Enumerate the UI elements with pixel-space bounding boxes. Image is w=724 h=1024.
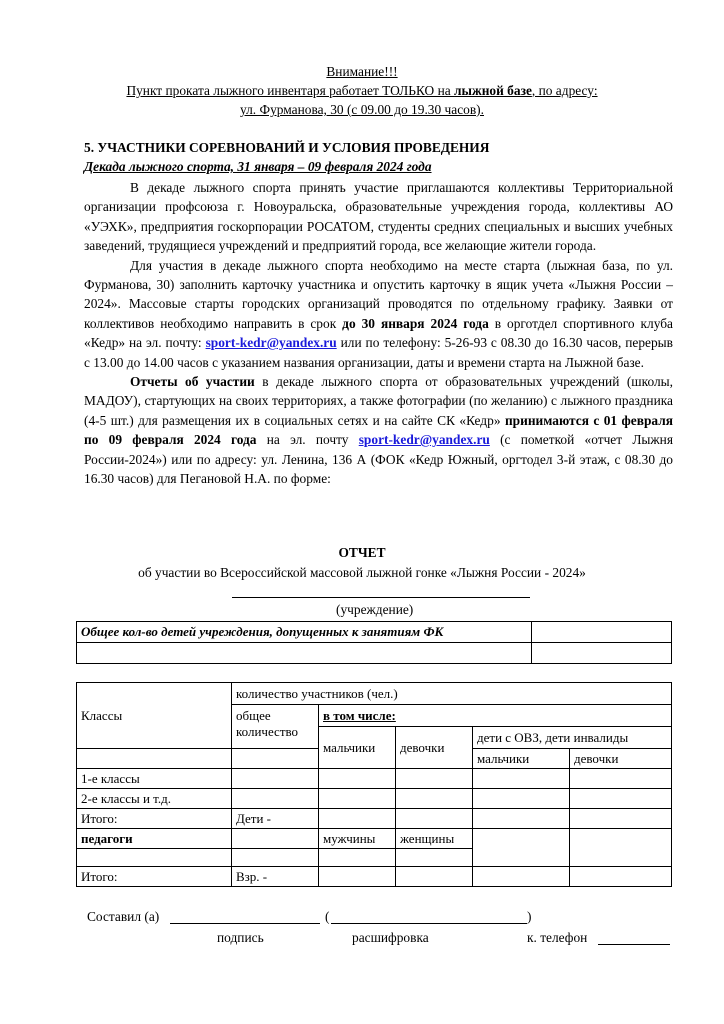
paragraph-2-a: Для участия в декаде лыжного спорта необходимо на месте старта (лыжная база, по ул. Фурманова, 30) заполнить карточку участника и опустить карточку в ящик учета «Лыжня России – 2024». Массовые старты городских организаций проводятся по отдельному графику. Заявки от коллективов необходимо направить в срок	[84, 257, 673, 331]
signature-line[interactable]	[170, 923, 320, 924]
cell[interactable]	[396, 809, 473, 829]
cell[interactable]	[396, 769, 473, 789]
row-label-3: Итого:	[77, 809, 232, 829]
email-link[interactable]: sport-kedr@yandex.ru	[205, 335, 337, 351]
cell[interactable]	[473, 867, 570, 887]
disabled-boys-header: мальчики	[473, 749, 570, 769]
cell[interactable]	[232, 789, 319, 809]
sign-label: подпись	[217, 930, 264, 945]
blank	[570, 849, 672, 867]
children-total-label: Дети -	[232, 809, 319, 829]
paragraph-2-d: или по телефону: 5-26-93 с 08.30 до 16.30 часов, перерыв с 13.00 до 14.00 часов с указанием названия организации, даты и времени старта на Лыжной базе.	[84, 335, 673, 370]
adults-total-label: Взр. -	[232, 867, 319, 887]
children-count-table	[76, 621, 672, 664]
blank	[570, 829, 672, 849]
phone-label: к. телефон	[527, 930, 588, 945]
notice-line-1-a: Пункт проката лыжного инвентаря работает ТОЛЬКО на	[126, 83, 455, 98]
report-title: ОТЧЕТ	[338, 545, 386, 560]
deadline: до 30 января 2024 года	[342, 315, 489, 331]
paragraph-3-a: Отчеты об участии	[130, 374, 255, 390]
report-subtitle: об участии во Всероссийской массовой лыжной гонке «Лыжня России - 2024»	[138, 565, 586, 580]
cell[interactable]	[319, 789, 396, 809]
children-count-cell[interactable]	[532, 622, 672, 643]
disabled-girls-header: девочки	[570, 749, 672, 769]
cell[interactable]	[396, 789, 473, 809]
row-label-total: Итого:	[77, 867, 232, 887]
notice-line-2: ул. Фурманова, 30 (с 09.00 до 19.30 часов).	[240, 102, 484, 117]
boys-header: мальчики	[319, 727, 396, 769]
girls-header: девочки	[396, 727, 473, 769]
institution-label: (учреждение)	[336, 602, 414, 617]
cell[interactable]	[319, 849, 396, 867]
email-link-2[interactable]: sport-kedr@yandex.ru	[358, 432, 490, 448]
paragraph-1: В декаде лыжного спорта принять участие приглашаются коллективы Территориальной организации профсоюза г. Новоуральска, образовательные учреждения города, коллективы АО «УЭХК», предприятия госкорпорации РОСАТОМ, студенты средних специальных и высших учебных заведений, трудящиеся учреждений и предприятий города, все желающие жители города.	[84, 180, 673, 254]
paragraph-3-d: на эл. почту	[256, 432, 359, 448]
cell[interactable]	[396, 849, 473, 867]
institution-line	[232, 597, 530, 598]
men-header: мужчины	[319, 829, 396, 849]
paragraph-3	[84, 372, 673, 488]
cell[interactable]	[232, 829, 319, 849]
compiled-by-label: Составил (а)	[87, 909, 160, 924]
decode-label: расшифровка	[352, 930, 429, 945]
cell[interactable]	[232, 769, 319, 789]
total-header-cont	[232, 749, 319, 769]
paragraph-3-b: в декаде лыжного спорта от образовательных учреждений (школы, МАДОУ), стартующих на своих территориях, а также фотографии (по желанию) с лыжного праздника (4-5 шт.) для размещения их в социальных сетях и на сайте СК «Кедр»	[84, 374, 673, 428]
row-label-2: 2-е классы и т.д.	[77, 789, 232, 809]
count-header: количество участников (чел.)	[232, 683, 672, 705]
cell[interactable]	[77, 849, 232, 867]
cell[interactable]	[570, 809, 672, 829]
cell[interactable]	[319, 769, 396, 789]
cell[interactable]	[232, 849, 319, 867]
classes-header: Классы	[77, 683, 232, 749]
body-text	[84, 178, 673, 489]
disabled-header: дети с ОВЗ, дети инвалиды	[473, 727, 672, 749]
including-header: в том числе:	[319, 705, 672, 727]
paragraph-2-c: в орготдел спортивного клуба «Кедр» на эл. почту:	[84, 315, 673, 351]
row-label-1: 1-е классы	[77, 769, 232, 789]
notice-line-1-bold: лыжной базе	[454, 83, 532, 98]
children-count-empty-cell[interactable]	[77, 643, 532, 664]
phone-line[interactable]	[598, 944, 670, 945]
notice-line-1	[0, 83, 724, 99]
cell[interactable]	[570, 769, 672, 789]
close-paren: )	[527, 909, 532, 924]
section-subheading: Декада лыжного спорта, 31 января – 09 февраля 2024 года	[84, 159, 432, 174]
cell[interactable]	[570, 867, 672, 887]
notice-line-1-c: , по адресу:	[531, 83, 598, 98]
blank	[473, 849, 570, 867]
cell[interactable]	[473, 789, 570, 809]
cell[interactable]	[570, 789, 672, 809]
notice-title: Внимание!!!	[326, 64, 398, 79]
decode-line[interactable]	[331, 923, 527, 924]
classes-header-cont	[77, 749, 232, 769]
children-count-label: Общее кол-во детей учреждения, допущенных к занятиям ФК	[77, 622, 532, 643]
row-label-teachers: педагоги	[77, 829, 232, 849]
cell[interactable]	[319, 867, 396, 887]
blank	[473, 829, 570, 849]
paragraph-3-e: (с пометкой «отчет Лыжня России-2024») или по адресу: ул. Ленина, 136 А (ФОК «Кедр Южный, оргтодел 3-й этаж, с 08.30 до 16.30 часов) для Пегановой Н.А. по форме:	[84, 432, 673, 487]
participants-table	[76, 682, 672, 887]
cell[interactable]	[396, 867, 473, 887]
children-count-value-cell[interactable]	[532, 643, 672, 664]
cell[interactable]	[319, 809, 396, 829]
paragraph-2	[84, 256, 673, 372]
total-count-header: общее количество	[232, 705, 319, 749]
paragraph-3-dates: принимаются с 01 февраля по 09 февраля 2024 года	[84, 412, 673, 448]
women-header: женщины	[396, 829, 473, 849]
open-paren: (	[325, 909, 330, 924]
cell[interactable]	[473, 769, 570, 789]
section-heading: 5. УЧАСТНИКИ СОРЕВНОВАНИЙ И УСЛОВИЯ ПРОВЕДЕНИЯ	[84, 140, 490, 155]
cell[interactable]	[473, 809, 570, 829]
